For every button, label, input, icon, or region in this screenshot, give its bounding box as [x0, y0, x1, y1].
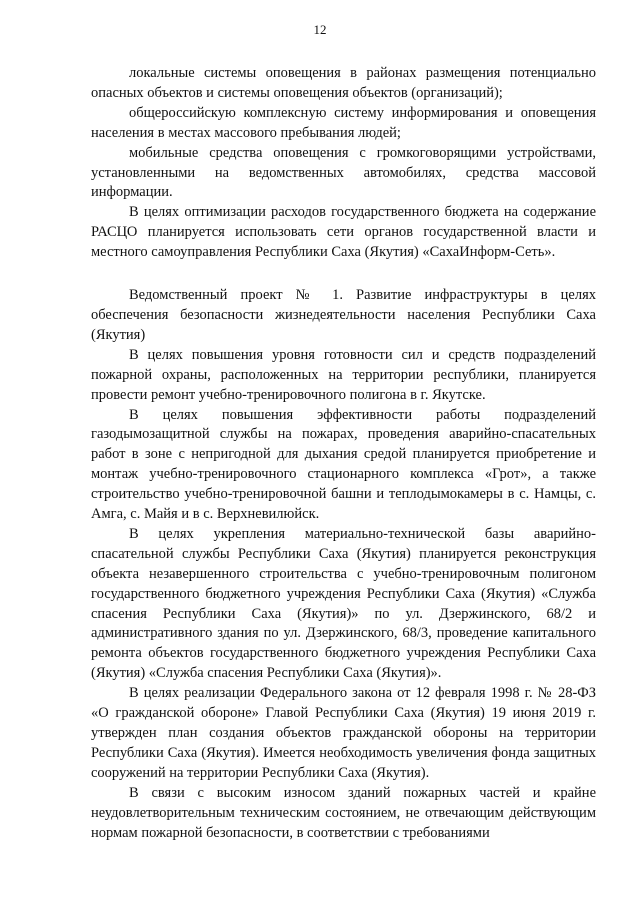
page-number: 12	[313, 22, 327, 37]
paragraph-mobile-warning-means: мобильные средства оповещения с громкоговорящими устройствами, установленными на ведомственных автомобилях, средства массовой информации.	[91, 144, 596, 201]
paragraph-mass-notification-system: общероссийскую комплексную систему информирования и оповещения населения в местах массового пребывания людей;	[91, 104, 596, 141]
paragraph-project-heading: Ведомственный проект № 1. Развитие инфраструктуры в целях обеспечения безопасности жизнедеятельности населения Республики Саха (Якутия)	[91, 287, 596, 343]
paragraph-rasco-optimization: В целях оптимизации расходов государственного бюджета на содержание РАСЦО планируется использовать сети органов государственной власти и местного самоуправления Республики Саха (Якутия) «СахаИнформ-Сеть».	[91, 204, 596, 261]
paragraph-civil-defense-law: В целях реализации Федерального закона от 12 февраля 1998 г. № 28-ФЗ «О гражданской обороне» Главой Республики Саха (Якутия) 19 июня 2019 г. утвержден план создания объектов гражданской обороны на территории Республики Саха (Якутия). Имеется необходимость увеличения фонда защитных сооружений на территории Республики Саха (Якутия).	[91, 685, 596, 781]
paragraph-fire-service-readiness: В целях повышения уровня готовности сил и средств подразделений пожарной охраны, расположенных на территории республики, планируется провести ремонт учебно-тренировочного полигона в г. Якутске.	[91, 346, 596, 403]
paragraph-rescue-service-base: В целях укрепления материально-технической базы аварийно-спасательной службы Республики Саха (Якутия) планируется реконструкция объекта незавершенного строительства с учебно-тренировочным полигоном государственного бюджетного учреждения Республики Саха (Якутия) «Служба спасения Республики Саха (Якутия)» по ул. Дзержинского, 68/2 и административного здания по ул. Дзержинского, 68/3, проведение капитального ремонта объектов государственного бюджетного учреждения Республики Саха (Якутия) «Служба спасения Республики Саха (Якутия)».	[91, 525, 596, 682]
paragraph-gas-smoke-service: В целях повышения эффективности работы подразделений газодымозащитной службы на пожарах, проведения аварийно-спасательных работ в зоне с непригодной для дыхания средой планируется приобретение и монтаж учебно-тренировочного стационарного комплекса «Грот», а также строительство учебно-тренировочной башни и теплодымокамеры в с. Намцы, с. Амга, с. Майя и в с. Верхневилюйск.	[91, 406, 596, 523]
paragraph-fire-station-wear: В связи с высоким износом зданий пожарных частей и крайне неудовлетворительным техническим состоянием, не отвечающим действующим нормам пожарной безопасности, в соответствии с требованиями	[91, 784, 596, 841]
paragraph-local-warning-systems: локальные системы оповещения в районах размещения потенциально опасных объектов и системы оповещения объектов (организаций);	[91, 65, 596, 101]
document-body	[91, 64, 596, 843]
